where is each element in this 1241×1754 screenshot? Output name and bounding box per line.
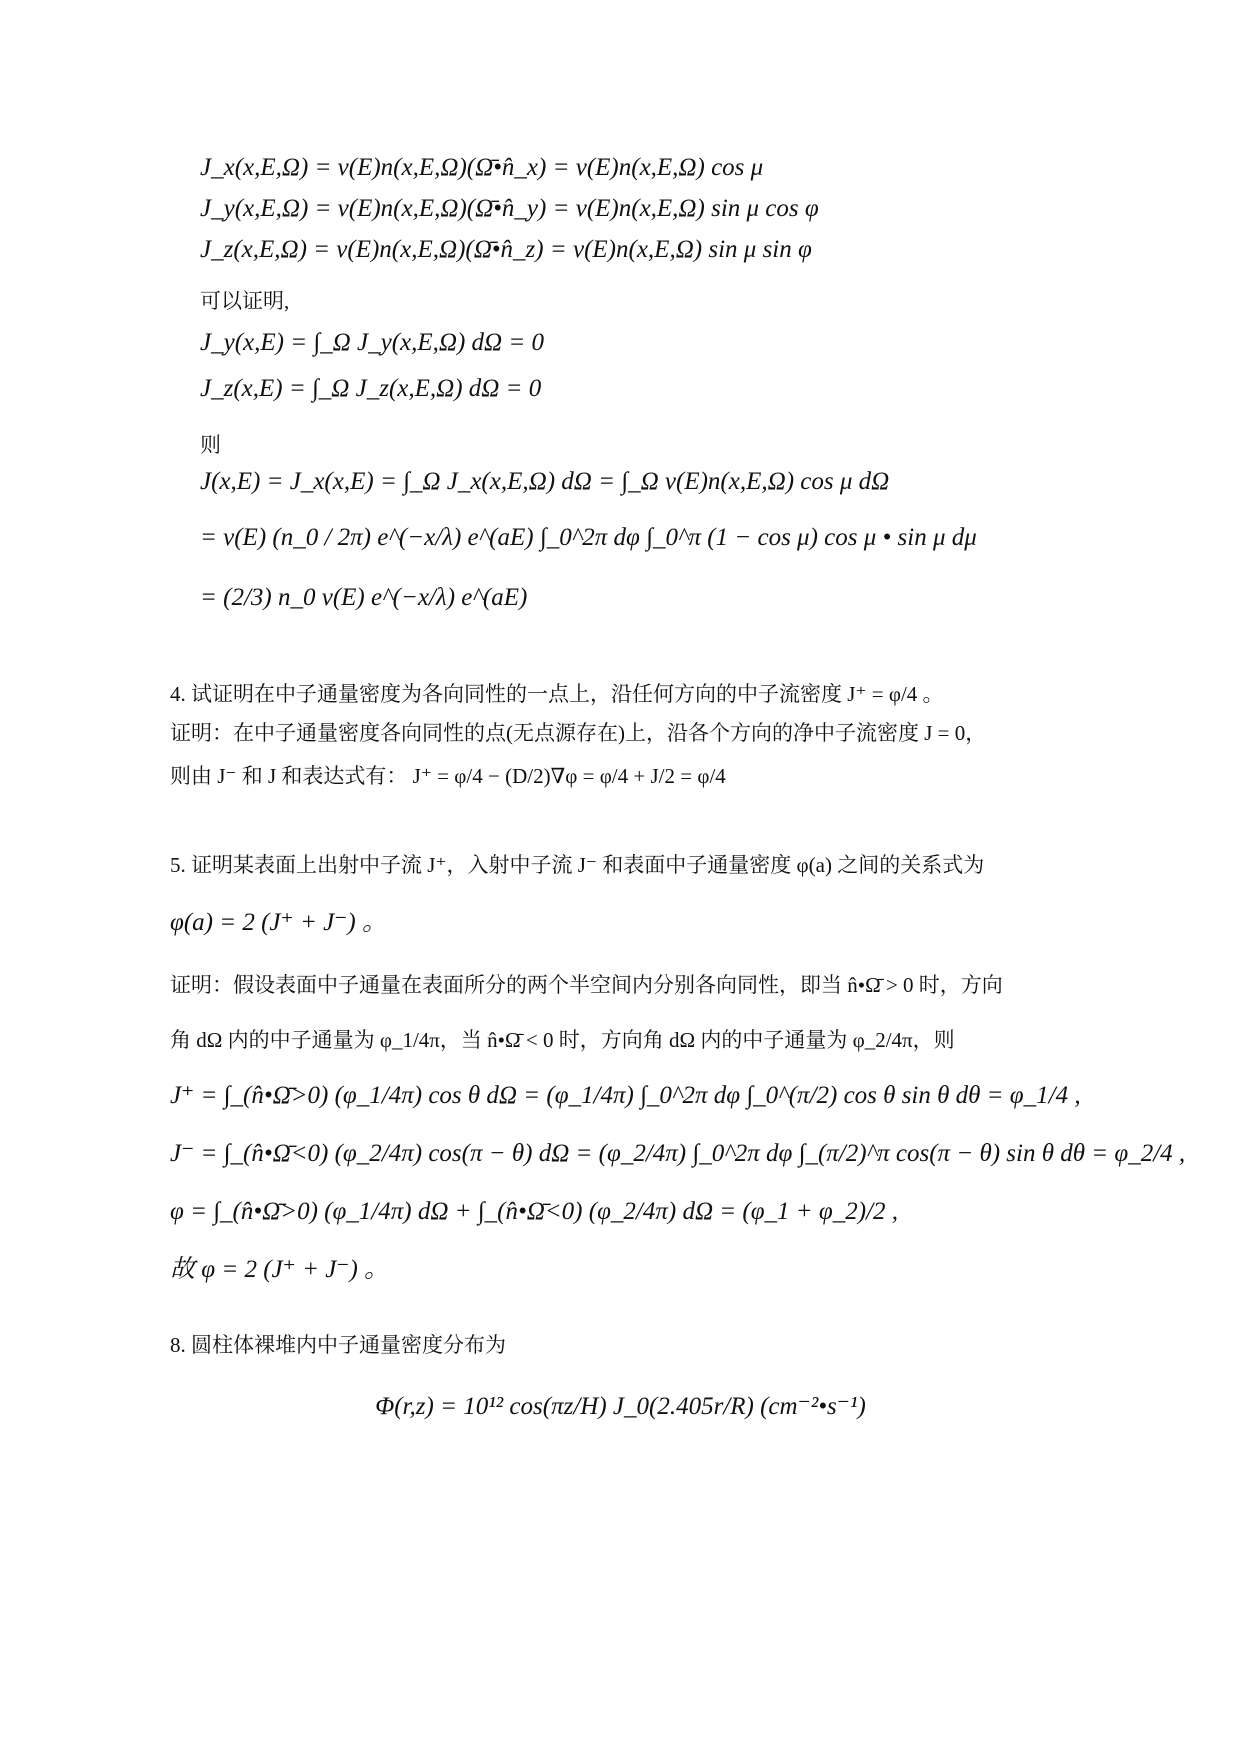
equation-jx: J_x(x,E,Ω) = v(E)n(x,E,Ω)(Ω̄•n̂_x) = v(E)n(x,E,Ω) cos μ — [200, 154, 764, 181]
equation-jy: J_y(x,E,Ω) = v(E)n(x,E,Ω)(Ω̄•n̂_y) = v(E)n(x,E,Ω) sin μ cos φ — [200, 195, 819, 222]
problem-5-statement-line2: φ(a) = 2 (J⁺ + J⁻) 。 — [170, 909, 387, 936]
equation-j-integral: = v(E) (n_0 / 2π) e^(−x/λ) e^(aE) ∫_0^2π dφ ∫_0^π (1 − cos μ) cos μ • sin μ dμ — [200, 524, 977, 551]
problem-8-statement: 8. 圆柱体裸堆内中子通量密度分布为 — [170, 1333, 506, 1357]
equation-j-total: J(x,E) = J_x(x,E) = ∫_Ω J_x(x,E,Ω) dΩ = ∫_Ω v(E)n(x,E,Ω) cos μ dΩ — [200, 468, 890, 495]
problem-4-proof-line1: 证明：在中子通量密度各向同性的点(无点源存在)上，沿各个方向的净中子流密度 J = 0， — [170, 721, 987, 745]
problem-5-proof-line2: 角 dΩ 内的中子通量为 φ_1/4π，当 n̂•Ω̄ < 0 时，方向角 dΩ 内的中子通量为 φ_2/4π，则 — [170, 1028, 955, 1052]
equation-jz: J_z(x,E,Ω) = v(E)n(x,E,Ω)(Ω̄•n̂_z) = v(E)n(x,E,Ω) sin μ sin φ — [200, 236, 812, 263]
problem-5-statement-line1: 5. 证明某表面上出射中子流 J⁺，入射中子流 J⁻ 和表面中子通量密度 φ(a) 之间的关系式为 — [170, 853, 985, 877]
problem-4-proof-line2: 则由 J⁻ 和 J 和表达式有： J⁺ = φ/4 − (D/2)∇φ = φ/4 + J/2 = φ/4 — [170, 764, 726, 788]
problem-5-conclusion: 故 φ = 2 (J⁺ + J⁻) 。 — [170, 1256, 390, 1283]
then-text: 则 — [200, 433, 221, 457]
can-prove-text: 可以证明, — [200, 289, 290, 313]
equation-j-minus: J⁻ = ∫_(n̂•Ω̄<0) (φ_2/4π) cos(π − θ) dΩ = (φ_2/4π) ∫_0^2π dφ ∫_(π/2)^π cos(π − θ) sin θ dθ = φ_2/4 , — [170, 1140, 1186, 1167]
problem-8-formula: Φ(r,z) = 10¹² cos(πz/H) J_0(2.405r/R) (cm⁻²•s⁻¹) — [375, 1393, 866, 1420]
problem-4-statement: 4. 试证明在中子通量密度为各向同性的一点上，沿任何方向的中子流密度 J⁺ = φ/4 。 — [170, 682, 944, 706]
equation-j-result: = (2/3) n_0 v(E) e^(−x/λ) e^(aE) — [200, 584, 528, 611]
problem-5-proof-line1: 证明：假设表面中子通量在表面所分的两个半空间内分别各向同性，即当 n̂•Ω̄ > 0 时，方向 — [170, 973, 1003, 997]
equation-phi: φ = ∫_(n̂•Ω̄>0) (φ_1/4π) dΩ + ∫_(n̂•Ω̄<0) (φ_2/4π) dΩ = (φ_1 + φ_2)/2 , — [170, 1198, 899, 1225]
equation-jz-zero: J_z(x,E) = ∫_Ω J_z(x,E,Ω) dΩ = 0 — [200, 375, 542, 402]
equation-jy-zero: J_y(x,E) = ∫_Ω J_y(x,E,Ω) dΩ = 0 — [200, 329, 544, 356]
equation-j-plus: J⁺ = ∫_(n̂•Ω̄>0) (φ_1/4π) cos θ dΩ = (φ_1/4π) ∫_0^2π dφ ∫_0^(π/2) cos θ sin θ dθ = φ_1/4 , — [170, 1082, 1081, 1109]
